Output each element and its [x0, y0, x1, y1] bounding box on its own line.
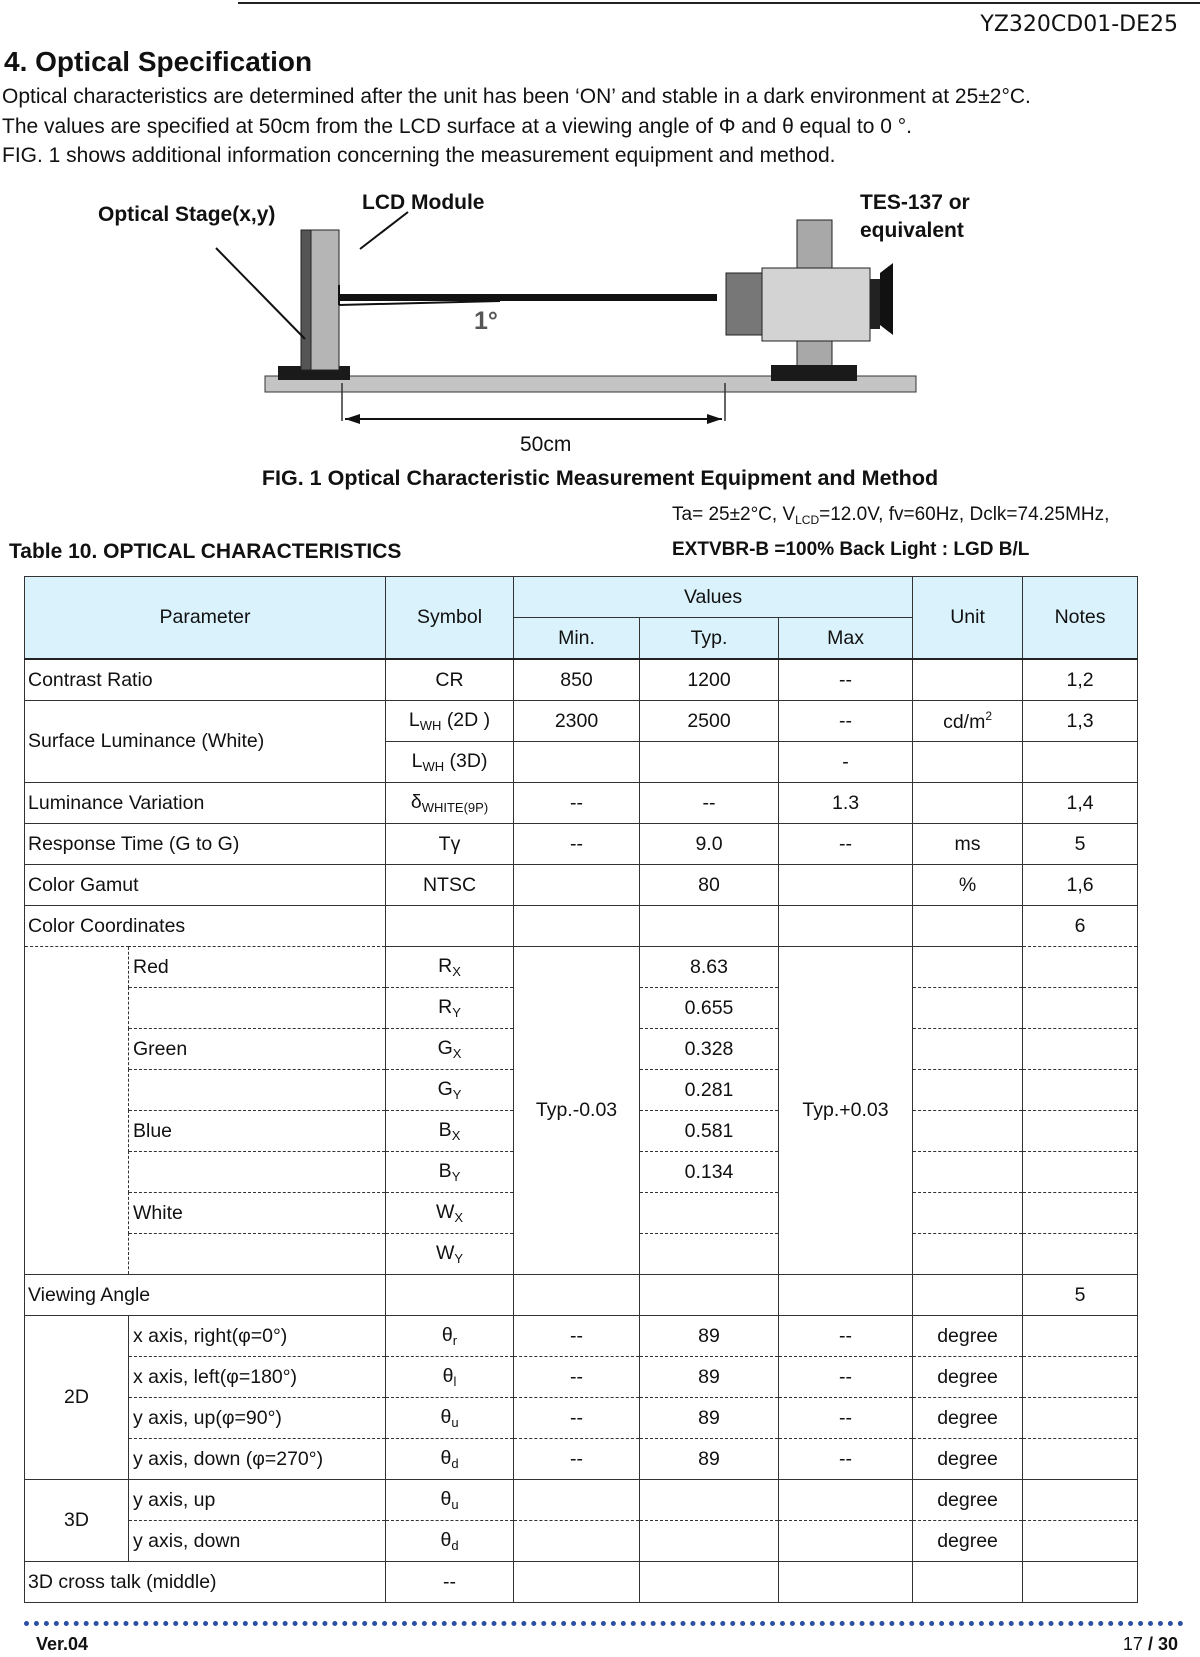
- optical-characteristics-table: [24, 576, 1138, 1603]
- page-number: 17 / 30: [1122, 1634, 1178, 1654]
- typ-cell: 89: [640, 1439, 779, 1480]
- version-label: Ver.04: [36, 1634, 89, 1654]
- document-id: YZ320CD01-DE25: [980, 12, 1178, 37]
- intro-line: Optical characteristics are determined after the unit has been ‘ON’ and stable in a dark environment at 25±2°C.: [2, 85, 1031, 108]
- typ-cell: 0.655: [640, 988, 779, 1029]
- min-cell: 850: [514, 659, 640, 701]
- param-cell: Surface Luminance (White): [25, 701, 386, 783]
- unit-cell: [913, 1275, 1023, 1316]
- min-cell: [514, 1275, 640, 1316]
- section-title: 4. Optical Specification: [4, 46, 313, 77]
- lcd-module: [339, 294, 717, 301]
- symbol-cell: $\theta_d$: [386, 1521, 514, 1562]
- unit-cell: degree: [913, 1357, 1023, 1398]
- symbol-cell: $\theta_r$: [386, 1316, 514, 1357]
- table-row: [25, 906, 1138, 947]
- notes-cell: [1023, 1521, 1138, 1562]
- max-cell: --: [779, 1398, 913, 1439]
- table-row: [25, 1439, 1138, 1480]
- max-cell: --: [779, 1316, 913, 1357]
- symbol-cell: [386, 906, 514, 947]
- angle-label: x axis, left(φ=180°): [129, 1357, 386, 1398]
- param-cell: Color Coordinates: [25, 906, 386, 947]
- max-cell: [779, 906, 913, 947]
- table-header-row: [25, 577, 1138, 618]
- min-cell: [514, 1562, 640, 1603]
- symbol-cell: $W_Y$: [386, 1234, 514, 1275]
- detector-eyecup: [880, 263, 893, 335]
- color-label: [129, 1234, 386, 1275]
- param-cell: 3D cross talk (middle): [25, 1562, 386, 1603]
- typ-cell: [640, 742, 779, 783]
- typ-cell: 2500: [640, 701, 779, 742]
- min-cell: Typ.-0.03: [514, 947, 640, 1275]
- symbol-cell: --: [386, 1562, 514, 1603]
- header-unit: Unit: [913, 577, 1023, 660]
- symbol-cell: $\theta_u$: [386, 1398, 514, 1439]
- max-cell: [779, 1562, 913, 1603]
- symbol-cell: $W_X$: [386, 1193, 514, 1234]
- min-cell: 2300: [514, 701, 640, 742]
- typ-cell: [640, 906, 779, 947]
- typ-cell: [640, 1521, 779, 1562]
- min-cell: [514, 1480, 640, 1521]
- unit-cell: degree: [913, 1316, 1023, 1357]
- color-label: [129, 988, 386, 1029]
- angle-label: 1°: [474, 307, 498, 335]
- min-cell: --: [514, 1357, 640, 1398]
- table-title: Table 10. OPTICAL CHARACTERISTICS: [9, 540, 402, 563]
- color-label: [129, 1152, 386, 1193]
- typ-cell: [640, 1275, 779, 1316]
- max-cell: [779, 865, 913, 906]
- unit-cell: [913, 1193, 1023, 1234]
- detector-foot: [771, 365, 857, 381]
- symbol-cell: Tγ: [386, 824, 514, 865]
- coord-group-cell: [25, 947, 129, 1275]
- unit-cell: [913, 783, 1023, 824]
- typ-cell: [640, 1234, 779, 1275]
- notes-cell: 5: [1023, 1275, 1138, 1316]
- header-rule: [238, 2, 1200, 4]
- group-2d-cell: 2D: [25, 1316, 129, 1480]
- table-row: [25, 865, 1138, 906]
- param-cell: Color Gamut: [25, 865, 386, 906]
- notes-cell: [1023, 1439, 1138, 1480]
- notes-cell: [1023, 1111, 1138, 1152]
- min-cell: --: [514, 783, 640, 824]
- max-cell: 1.3: [779, 783, 913, 824]
- typ-cell: 0.328: [640, 1029, 779, 1070]
- notes-cell: 6: [1023, 906, 1138, 947]
- param-cell: Viewing Angle: [25, 1275, 386, 1316]
- table-row: [25, 1316, 1138, 1357]
- tes-label-line2: equivalent: [860, 219, 964, 242]
- unit-cell: [913, 742, 1023, 783]
- param-cell: Response Time (G to G): [25, 824, 386, 865]
- notes-cell: [1023, 988, 1138, 1029]
- symbol-cell: $R_Y$: [386, 988, 514, 1029]
- max-cell: Typ.+0.03: [779, 947, 913, 1275]
- angle-label: x axis, right(φ=0°): [129, 1316, 386, 1357]
- optical-stage: [301, 230, 311, 370]
- notes-cell: [1023, 1070, 1138, 1111]
- color-label: Blue: [129, 1111, 386, 1152]
- stage-label: Optical Stage(x,y): [98, 203, 276, 226]
- max-cell: --: [779, 824, 913, 865]
- tes-label-line1: TES-137 or: [860, 191, 970, 214]
- symbol-cell: $L_{WH}$ (2D ): [386, 701, 514, 742]
- table-row: [25, 1398, 1138, 1439]
- notes-cell: [1023, 1357, 1138, 1398]
- table-row: [25, 1521, 1138, 1562]
- angle-label: y axis, down: [129, 1521, 386, 1562]
- symbol-cell: CR: [386, 659, 514, 701]
- notes-cell: 1,3: [1023, 701, 1138, 742]
- table-row: [25, 783, 1138, 824]
- min-cell: --: [514, 1439, 640, 1480]
- header-min: Min.: [514, 618, 640, 660]
- detector-top-post: [797, 220, 832, 270]
- unit-cell: [913, 947, 1023, 988]
- typ-cell: 0.281: [640, 1070, 779, 1111]
- table-row: [25, 1275, 1138, 1316]
- notes-cell: 5: [1023, 824, 1138, 865]
- notes-cell: [1023, 1029, 1138, 1070]
- notes-cell: 1,6: [1023, 865, 1138, 906]
- notes-cell: [1023, 1562, 1138, 1603]
- unit-cell: ms: [913, 824, 1023, 865]
- header-symbol: Symbol: [386, 577, 514, 660]
- typ-cell: [640, 1562, 779, 1603]
- notes-cell: 1,4: [1023, 783, 1138, 824]
- param-cell: Contrast Ratio: [25, 659, 386, 701]
- cond-text: =12.0V, fv=60Hz, Dclk=74.25MHz,: [819, 504, 1110, 525]
- min-cell: --: [514, 824, 640, 865]
- stage-leader: [216, 248, 305, 339]
- notes-cell: [1023, 1316, 1138, 1357]
- unit-cell: [913, 1234, 1023, 1275]
- intro-line: The values are specified at 50cm from the LCD surface at a viewing angle of Φ and θ equal to 0 °.: [2, 114, 912, 138]
- unit-cell: [913, 1070, 1023, 1111]
- figure-caption: FIG. 1 Optical Characteristic Measurement Equipment and Method: [261, 466, 939, 490]
- header-typ: Typ.: [640, 618, 779, 660]
- notes-cell: [1023, 1234, 1138, 1275]
- symbol-cell: $L_{WH}$ (3D): [386, 742, 514, 783]
- symbol-cell: $G_Y$: [386, 1070, 514, 1111]
- intro-line: FIG. 1 shows additional information concerning the measurement equipment and method.: [2, 144, 836, 167]
- header-max: Max: [779, 618, 913, 660]
- lcd-leader: [360, 212, 408, 249]
- max-cell: [779, 1480, 913, 1521]
- typ-cell: 9.0: [640, 824, 779, 865]
- max-cell: --: [779, 659, 913, 701]
- backlight-condition: EXTVBR-B =100% Back Light : LGD B/L: [672, 539, 1030, 560]
- header-parameter: Parameter: [25, 577, 386, 660]
- min-cell: --: [514, 1398, 640, 1439]
- typ-cell: 89: [640, 1357, 779, 1398]
- angle-label: y axis, up(φ=90°): [129, 1398, 386, 1439]
- table-row: [25, 659, 1138, 701]
- unit-cell: degree: [913, 1521, 1023, 1562]
- symbol-cell: $\theta_l$: [386, 1357, 514, 1398]
- symbol-cell: [386, 1275, 514, 1316]
- typ-cell: 80: [640, 865, 779, 906]
- unit-cell: [913, 988, 1023, 1029]
- footer-rule: [24, 1621, 1184, 1626]
- measurement-setup-figure: [0, 185, 1200, 465]
- angle-label: y axis, down (φ=270°): [129, 1439, 386, 1480]
- max-cell: --: [779, 1357, 913, 1398]
- unit-cell: %: [913, 865, 1023, 906]
- typ-cell: 89: [640, 1316, 779, 1357]
- max-cell: [779, 1275, 913, 1316]
- typ-cell: 1200: [640, 659, 779, 701]
- color-label: [129, 1070, 386, 1111]
- detector-lens-back: [726, 273, 762, 335]
- color-label: Green: [129, 1029, 386, 1070]
- detector-eyepiece: [870, 279, 880, 329]
- typ-cell: 0.581: [640, 1111, 779, 1152]
- symbol-cell: $\delta_{WHITE(9P)}$: [386, 783, 514, 824]
- max-cell: --: [779, 1439, 913, 1480]
- lcd-label: LCD Module: [362, 191, 485, 214]
- color-label: Red: [129, 947, 386, 988]
- unit-cell: [913, 906, 1023, 947]
- notes-cell: [1023, 1152, 1138, 1193]
- table-row: [25, 947, 1138, 988]
- table-row: [25, 1562, 1138, 1603]
- symbol-cell: $\theta_d$: [386, 1439, 514, 1480]
- typ-cell: [640, 1480, 779, 1521]
- notes-cell: [1023, 947, 1138, 988]
- unit-cell: [913, 659, 1023, 701]
- notes-cell: [1023, 742, 1138, 783]
- max-cell: [779, 1521, 913, 1562]
- symbol-cell: $B_X$: [386, 1111, 514, 1152]
- detector-body: [762, 268, 870, 341]
- unit-cell: degree: [913, 1480, 1023, 1521]
- notes-cell: [1023, 1480, 1138, 1521]
- notes-cell: [1023, 1193, 1138, 1234]
- notes-cell: [1023, 1398, 1138, 1439]
- max-cell: --: [779, 701, 913, 742]
- header-values: Values: [514, 577, 913, 618]
- angle-label: y axis, up: [129, 1480, 386, 1521]
- max-cell: -: [779, 742, 913, 783]
- unit-cell: $cd/m^2$: [913, 701, 1023, 742]
- unit-cell: [913, 1111, 1023, 1152]
- unit-cell: [913, 1152, 1023, 1193]
- table-row: [25, 824, 1138, 865]
- typ-cell: 0.134: [640, 1152, 779, 1193]
- min-cell: [514, 742, 640, 783]
- cond-text: Ta= 25±2°C, V: [672, 504, 796, 525]
- symbol-cell: $G_X$: [386, 1029, 514, 1070]
- notes-cell: 1,2: [1023, 659, 1138, 701]
- symbol-cell: $B_Y$: [386, 1152, 514, 1193]
- stage-plate: [311, 230, 339, 370]
- table-row: [25, 701, 1138, 742]
- min-cell: [514, 865, 640, 906]
- symbol-cell: $R_X$: [386, 947, 514, 988]
- detector-stand: [797, 341, 832, 369]
- header-notes: Notes: [1023, 577, 1138, 660]
- symbol-cell: $\theta_u$: [386, 1480, 514, 1521]
- cond-sub: LCD: [795, 513, 820, 527]
- min-cell: [514, 906, 640, 947]
- unit-cell: [913, 1029, 1023, 1070]
- table-row: [25, 1357, 1138, 1398]
- table-row: [25, 1480, 1138, 1521]
- section-intro: [2, 82, 1198, 171]
- color-label: White: [129, 1193, 386, 1234]
- min-cell: --: [514, 1316, 640, 1357]
- min-cell: [514, 1521, 640, 1562]
- symbol-cell: NTSC: [386, 865, 514, 906]
- typ-cell: [640, 1193, 779, 1234]
- typ-cell: --: [640, 783, 779, 824]
- unit-cell: [913, 1562, 1023, 1603]
- group-3d-cell: 3D: [25, 1480, 129, 1562]
- typ-cell: 8.63: [640, 947, 779, 988]
- distance-label: 50cm: [520, 433, 572, 456]
- unit-cell: degree: [913, 1439, 1023, 1480]
- unit-cell: degree: [913, 1398, 1023, 1439]
- param-cell: Luminance Variation: [25, 783, 386, 824]
- test-conditions: [672, 504, 1109, 527]
- typ-cell: 89: [640, 1398, 779, 1439]
